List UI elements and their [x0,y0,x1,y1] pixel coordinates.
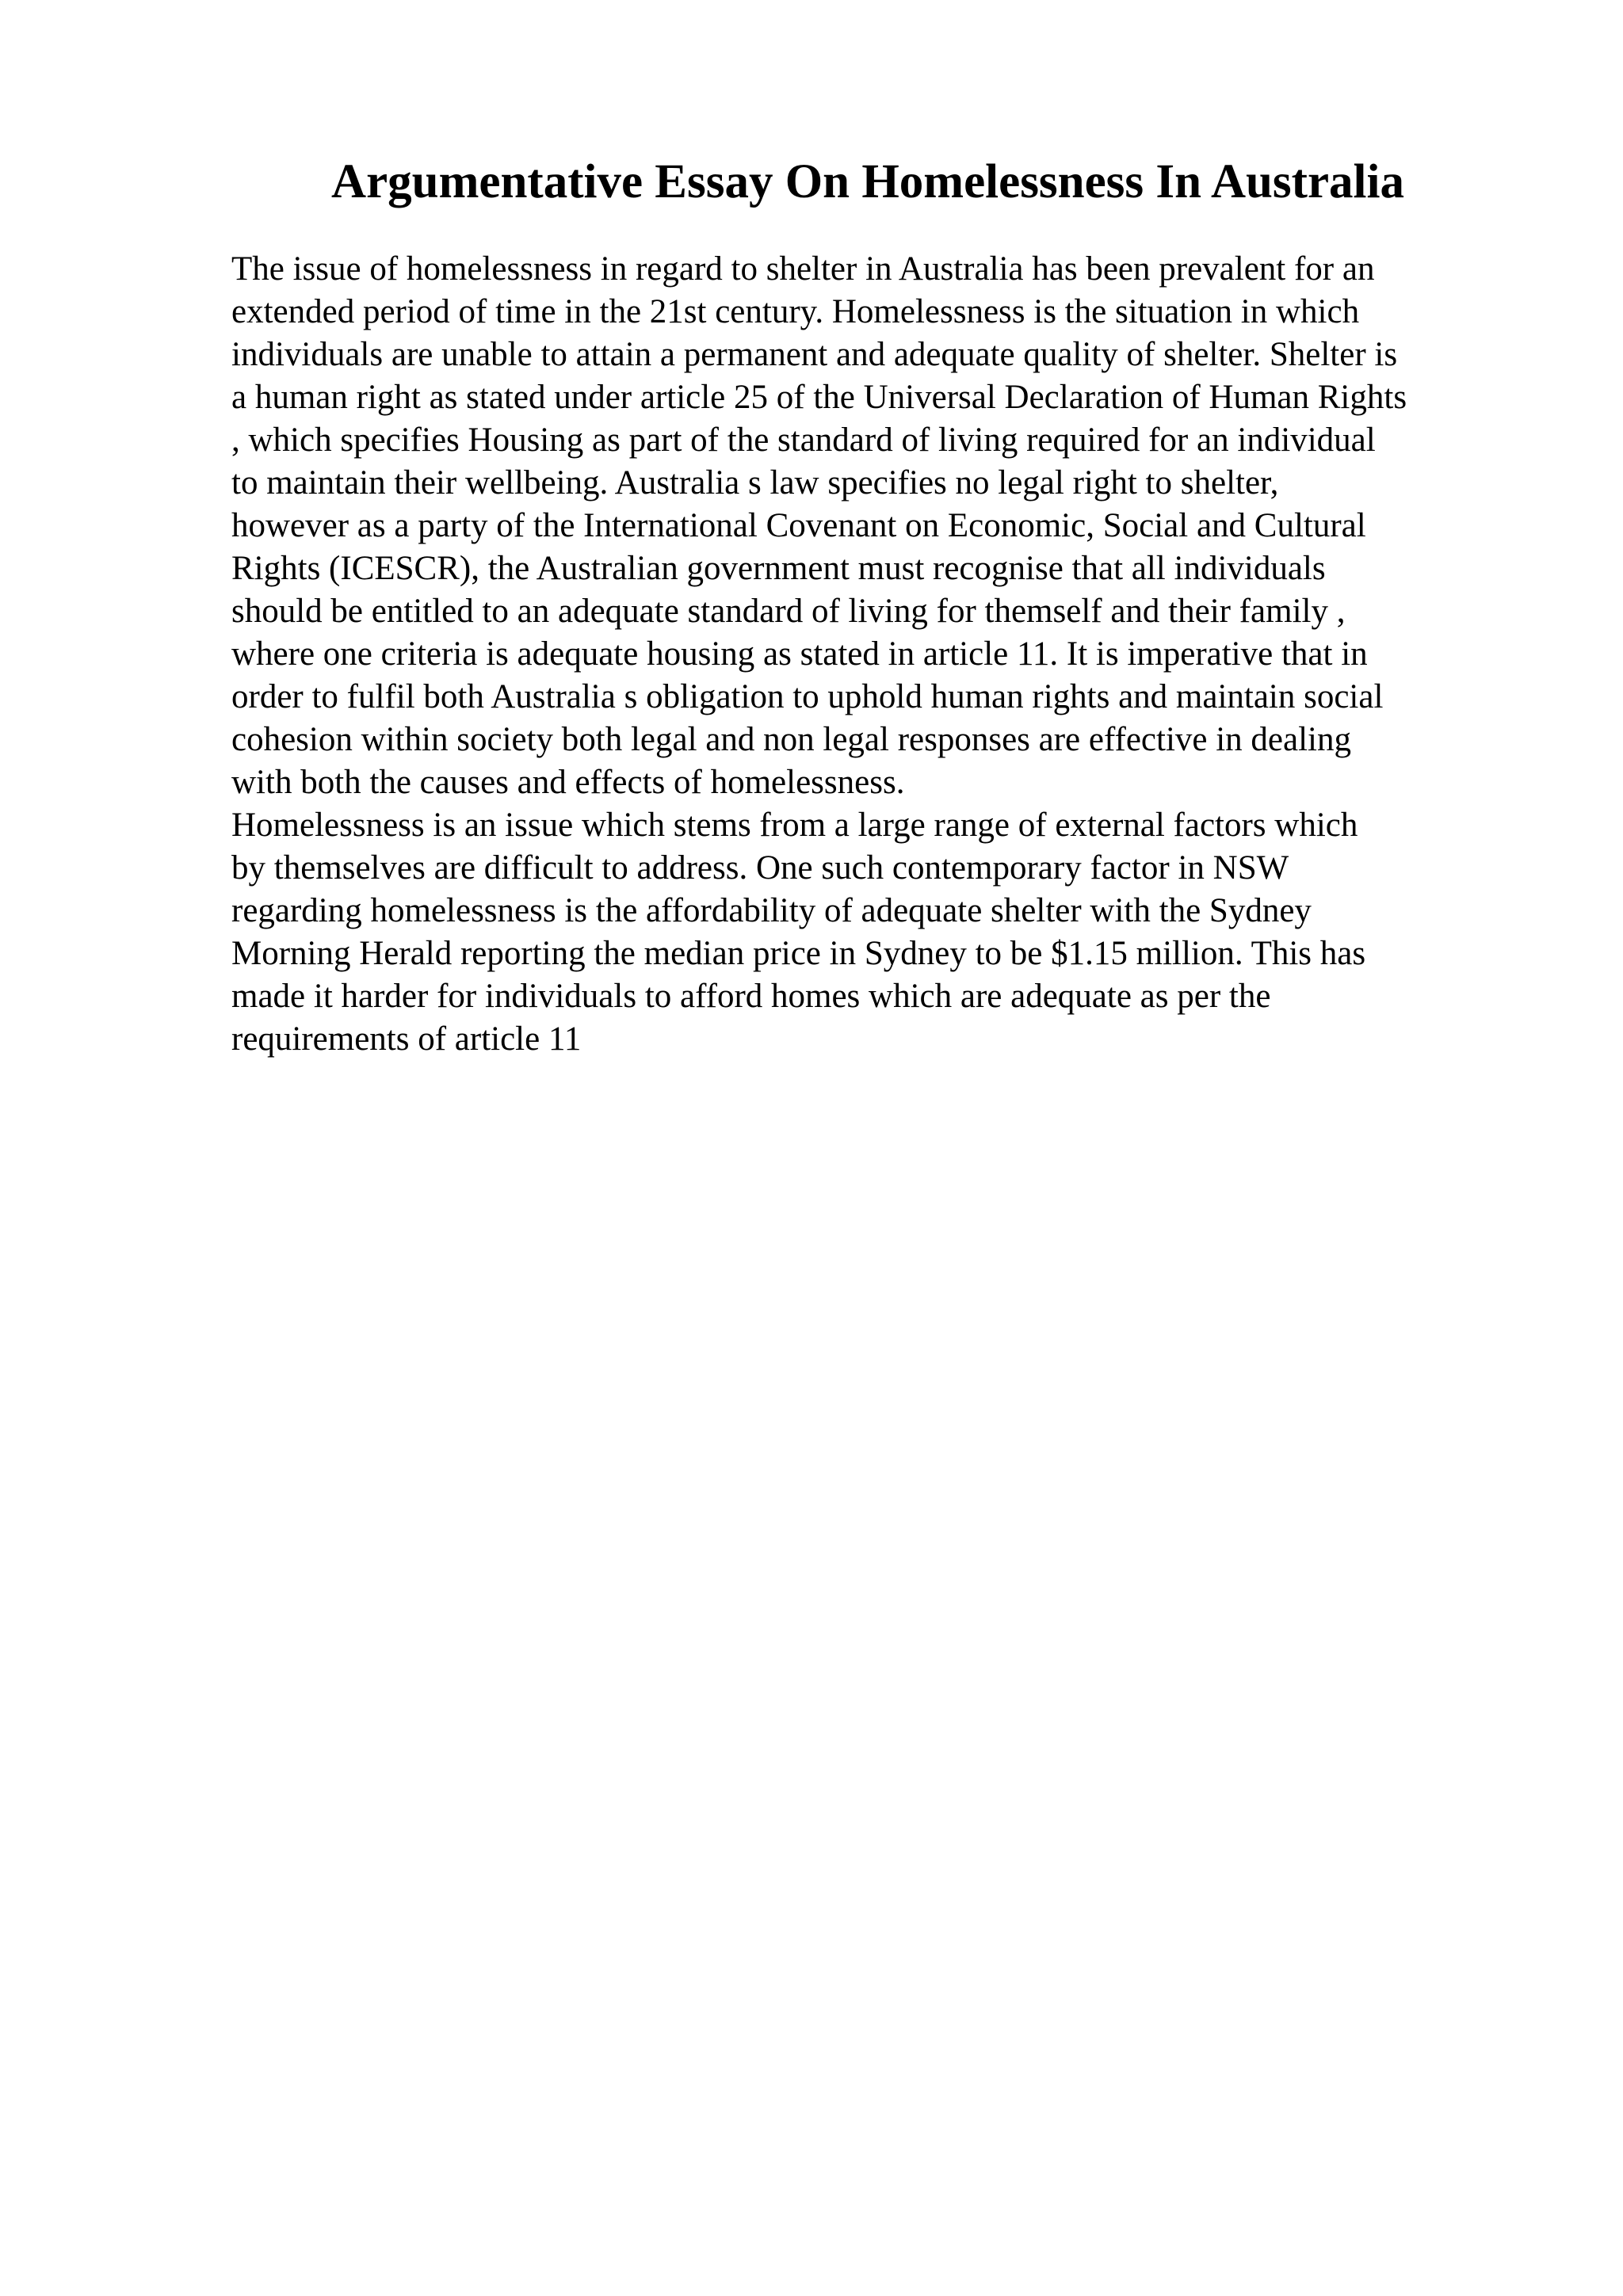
text-line: Homelessness is an issue which stems from a large range of external factors which [231,807,1358,844]
text-line: Morning Herald reporting the median price in Sydney to be $1.15 million. This has [231,935,1366,972]
text-line: order to fulfil both Australia s obligation to uphold human rights and maintain social [231,678,1384,715]
text-line: where one criteria is adequate housing as stated in article 11. It is imperative that in [231,635,1368,673]
text-line: regarding homelessness is the affordability of adequate shelter with the Sydney [231,892,1312,929]
text-line: with both the causes and effects of homelessness. [231,764,905,801]
text-line: requirements of article 11 [231,1020,582,1058]
essay-body [231,248,1531,1061]
text-line: , which specifies Housing as part of the standard of living required for an individual [231,421,1376,459]
text-line: however as a party of the International Covenant on Economic, Social and Cultural [231,507,1366,544]
text-line: to maintain their wellbeing. Australia s law specifies no legal right to shelter, [231,464,1279,502]
text-line: made it harder for individuals to afford homes which are adequate as per the [231,978,1271,1015]
document-title: Argumentative Essay On Homelessness In Australia [331,155,1404,208]
text-line: individuals are unable to attain a permanent and adequate quality of shelter. Shelter is [231,336,1398,373]
text-line: Rights (ICESCR), the Australian government must recognise that all individuals [231,550,1326,587]
text-line: a human right as stated under article 25 of the Universal Declaration of Human Rights [231,379,1407,416]
text-line: by themselves are difficult to address. One such contemporary factor in NSW [231,849,1289,887]
text-line: The issue of homelessness in regard to shelter in Australia has been prevalent for an [231,250,1375,288]
text-line: extended period of time in the 21st century. Homelessness is the situation in which [231,293,1360,330]
text-line: should be entitled to an adequate standard of living for themself and their family , [231,593,1346,630]
text-line: cohesion within society both legal and non legal responses are effective in dealing [231,721,1351,758]
